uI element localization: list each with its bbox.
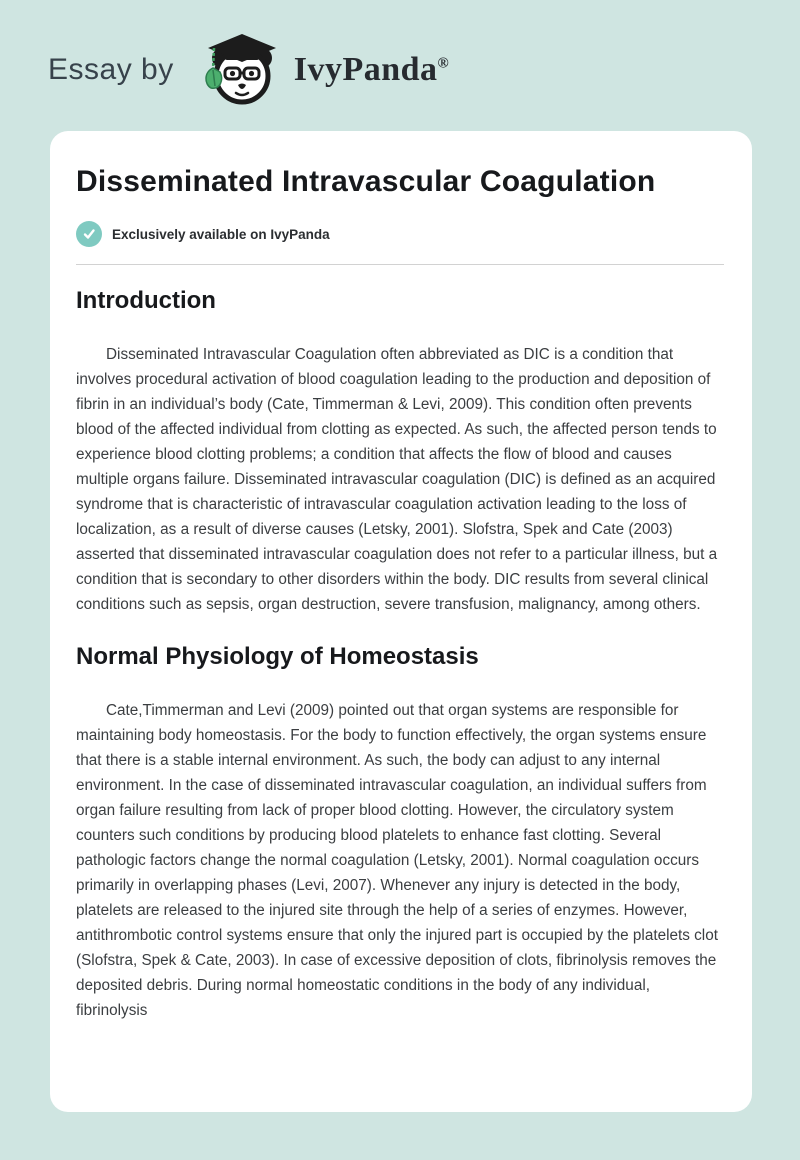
section-heading-introduction: Introduction: [76, 287, 216, 314]
essay-by-label: Essay by: [48, 53, 174, 86]
registered-mark: ®: [437, 55, 450, 72]
essay-card: [50, 131, 752, 1112]
panda-graduate-icon: [200, 30, 284, 110]
section-paragraph-normal-physiology: Cate,Timmerman and Levi (2009) pointed out that organ systems are responsible for maintaining body homeostasis. For the body to function effectively, the organ systems ensure that there is a stable internal environment. As such, the body can adjust to any internal environment. In the case of disseminated intravascular coagulation, an individual suffers from organ failure resulting from lack of proper blood clotting. However, the circulatory system counters such conditions by producing blood platelets to enhance fast clotting. Several pathologic factors change the normal coagulation (Letsky, 2001). Normal coagulation occurs primarily in overlapping phases (Levi, 2007). Whenever any injury is detected in the body, platelets are released to the injured site through the help of a series of enzymes. However, antithrombotic control systems ensure that only the injured part is occupied by the platelets clot (Slofstra, Spek & Cate, 2003). In case of excessive deposition of clots, fibrinolysis removes the deposited debris. During normal homeostatic conditions in the body of any individual, fibrinolysis: [76, 702, 718, 1019]
divider: [76, 264, 724, 265]
essay-title: Disseminated Intravascular Coagulation: [76, 165, 656, 198]
section-paragraph-introduction: Disseminated Intravascular Coagulation often abbreviated as DIC is a condition that involves procedural activation of blood coagulation leading to the production and deposition of fibrin in an individual’s body (Cate, Timmerman & Levi, 2009). This condition often prevents blood of the affected individual from clotting as expected. As such, the affected person tends to experience blood clotting problems; a condition that affects the flow of blood and causes multiple organs failure. Disseminated intravascular coagulation (DIC) is defined as an acquired syndrome that is characteristic of intravascular coagulation activation leading to the loss of localization, as a result of diverse causes (Letsky, 2001). Slofstra, Spek and Cate (2003) asserted that disseminated intravascular coagulation does not refer to a particular illness, but a condition that is secondary to other disorders within the body. DIC results from several clinical conditions such as sepsis, organ destruction, severe transfusion, malignancy, among others.: [76, 346, 718, 613]
availability-badge: [76, 221, 724, 247]
brand-wordmark: IvyPanda®: [293, 51, 450, 88]
availability-label: Exclusively available on IvyPanda: [112, 226, 330, 242]
check-icon: [76, 221, 102, 247]
section-heading-normal-physiology: Normal Physiology of Homeostasis: [76, 643, 479, 670]
page-header: [0, 0, 800, 110]
